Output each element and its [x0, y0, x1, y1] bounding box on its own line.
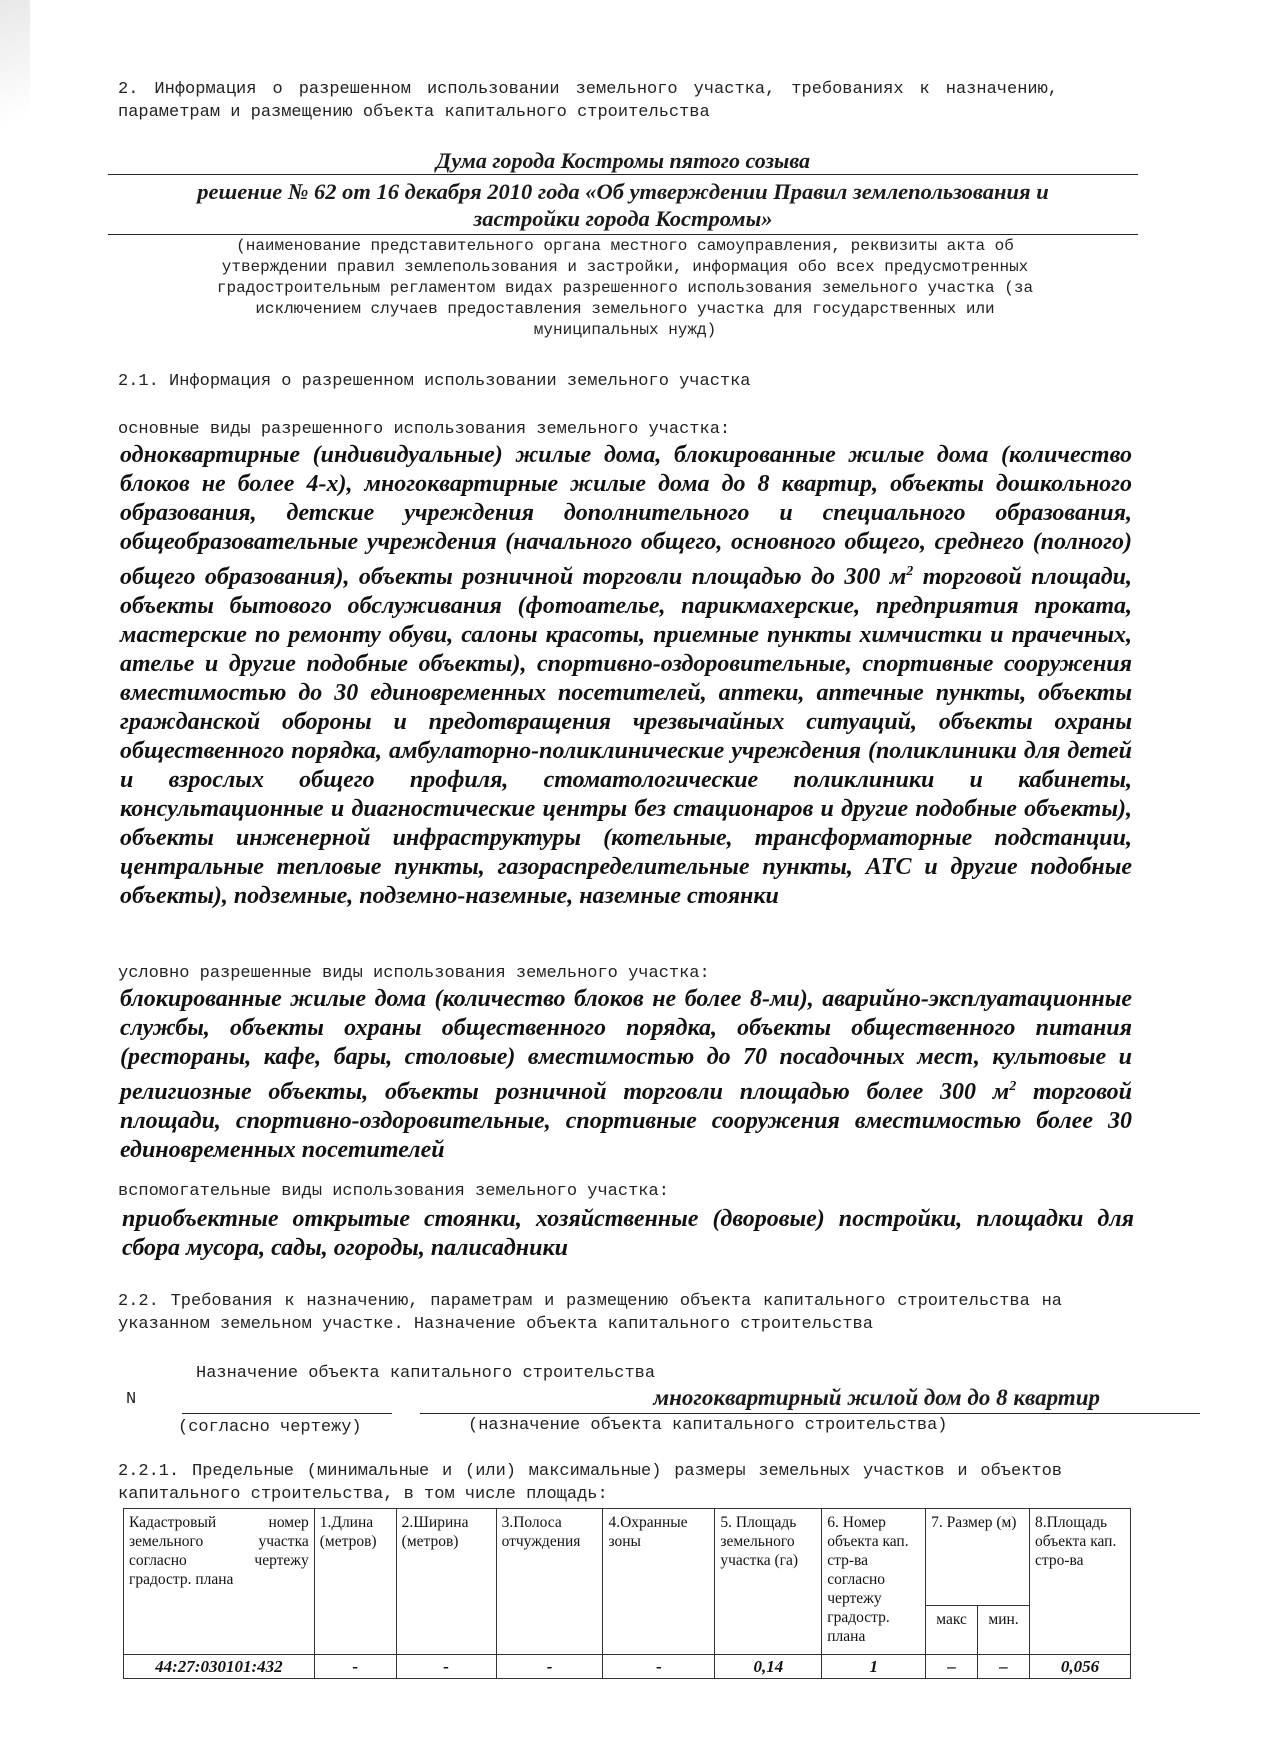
purpose-label: Назначение объекта капитального строительства	[196, 1364, 656, 1383]
authority-name: Дума города Костромы пятого созыва	[435, 148, 811, 173]
cell-object-area: 0,056	[1030, 1655, 1131, 1679]
subheader-min: мин.	[978, 1606, 1030, 1655]
cell-protected-zones: -	[603, 1655, 715, 1679]
parameters-table	[123, 1508, 1131, 1679]
cell-cadastral-number: 44:27:030101:432	[124, 1655, 315, 1679]
header-object-area: 8.Площадь объекта кап. стро-ва	[1030, 1509, 1131, 1655]
auxiliary-uses-text: приобъектные открытые стоянки, хозяйственные (дворовые) постройки, площадки для сбора мусора, сады, огороды, палисадники	[122, 1206, 1134, 1261]
drawing-number-line	[182, 1413, 392, 1414]
decision-line-1: решение № 62 от 16 декабря 2010 года «Об утверждении Правил землепользования и	[197, 179, 1049, 204]
conditional-uses-label: условно разрешенные виды использования земельного участка:	[118, 964, 710, 983]
caption-per-drawing: (согласно чертежу)	[178, 1418, 362, 1437]
header-object-number: 6. Номер объекта кап. стр-ва согласно чертежу градостр. плана	[822, 1509, 926, 1655]
decision-line-2: застройки города Костромы»	[473, 206, 773, 231]
cell-object-number: 1	[822, 1655, 926, 1679]
subheader-max: макс	[926, 1606, 978, 1655]
header-width: 2.Ширина (метров)	[396, 1509, 496, 1655]
cell-exclusion-strip: -	[496, 1655, 603, 1679]
section-2-2-heading: 2.2. Требования к назначению, параметрам и размещению объекта капитального строительства на указанном земельном участке. Назначение объекта капитального строительства	[118, 1292, 1062, 1334]
caption-purpose: (назначение объекта капитального строительства)	[468, 1416, 948, 1435]
section-2-2-1-heading: 2.2.1. Предельные (минимальные и (или) максимальные) размеры земельных участков и объектов капитального строительства, в том числе площадь:	[118, 1462, 1062, 1504]
header-exclusion-strip: 3.Полоса отчуждения	[496, 1509, 603, 1655]
authority-underline	[108, 174, 1138, 175]
main-uses-text: одноквартирные (индивидуальные) жилые дома, блокированные жилые дома (количество блоков не более 4-х), многоквартирные жилые дома до 8 квартир, объекты дошкольного образования, детские учреждения дополнительного и специального образования, общеобразовательные учреждения (начального общего, основного общего, среднего (полного) общего образования), объекты розничной торговли площадью до 300 $м^2$ торговой площади, объекты бытового обслуживания (фотоателье, парикмахерские, предприятия проката, мастерские по ремонту обуви, салоны красоты, приемные пункты химчистки и прачечных, ателье и другие подобные объекты), спортивно-оздоровительные, спортивные сооружения вместимостью до 30 единовременных посетителей, аптеки, аптечные пункты, объекты гражданской обороны и предотвращения чрезвычайных ситуаций, объекты охраны общественного порядка, амбулаторно-поликлинические учреждения (поликлиники для детей и взрослых общего профиля, стоматологические поликлиники и кабинеты, консультационные и диагностические центры без стационаров и другие подобные объекты), объекты инженерной инфраструктуры (котельные, трансформаторные подстанции, центральные тепловые пункты, газораспределительные пункты, АТС и другие подобные объекты), подземные, подземно-наземные, наземные стоянки	[120, 442, 1132, 909]
cell-length: -	[314, 1655, 396, 1679]
cell-width: -	[396, 1655, 496, 1679]
header-size: 7. Размер (м)	[926, 1509, 1030, 1606]
scan-shadow	[0, 0, 30, 170]
purpose-value: многоквартирный жилой дом до 8 квартир	[653, 1385, 1100, 1410]
header-protected-zones: 4.Охранные зоны	[603, 1509, 715, 1655]
section-2-1-heading: 2.1. Информация о разрешенном использовании земельного участка	[118, 372, 751, 391]
authority-caption: (наименование представительного органа местного самоуправления, реквизиты акта об утверждении правил землепользования и застройки, информация обо всех предусмотренных градостроительным регламентом видах разрешенного использования земельного участка (за исключением случаев предоставления земельного участка для государственных или муниципальных нужд)	[216, 237, 1034, 339]
n-label: N	[126, 1390, 137, 1409]
header-cadastral-number: Кадастровый номер земельного участка согласно чертежу градостр. плана	[124, 1509, 315, 1655]
cell-plot-area: 0,14	[715, 1655, 822, 1679]
cell-size-max: –	[926, 1655, 978, 1679]
decision-underline	[108, 234, 1138, 235]
cell-size-min: –	[978, 1655, 1030, 1679]
auxiliary-uses-label: вспомогательные виды использования земельного участка:	[118, 1182, 669, 1201]
header-length: 1.Длина (метров)	[314, 1509, 396, 1655]
header-plot-area: 5. Площадь земельного участка (га)	[715, 1509, 822, 1655]
section-2-heading: 2. Информация о разрешенном использовании земельного участка, требованиях к назначению, параметрам и размещению объекта капитального строительства	[118, 80, 1058, 122]
conditional-uses-text: блокированные жилые дома (количество блоков не более 8-ми), аварийно-эксплуатационные службы, объекты охраны общественного порядка, объекты общественного питания (рестораны, кафе, бары, столовые) вместимостью до 70 посадочных мест, культовые и религиозные объекты, объекты розничной торговли площадью более 300 $м^2$ торговой площади, спортивно-оздоровительные, спортивные сооружения вместимостью более 30 единовременных посетителей	[120, 986, 1132, 1163]
main-uses-label: основные виды разрешенного использования земельного участка:	[118, 420, 731, 439]
